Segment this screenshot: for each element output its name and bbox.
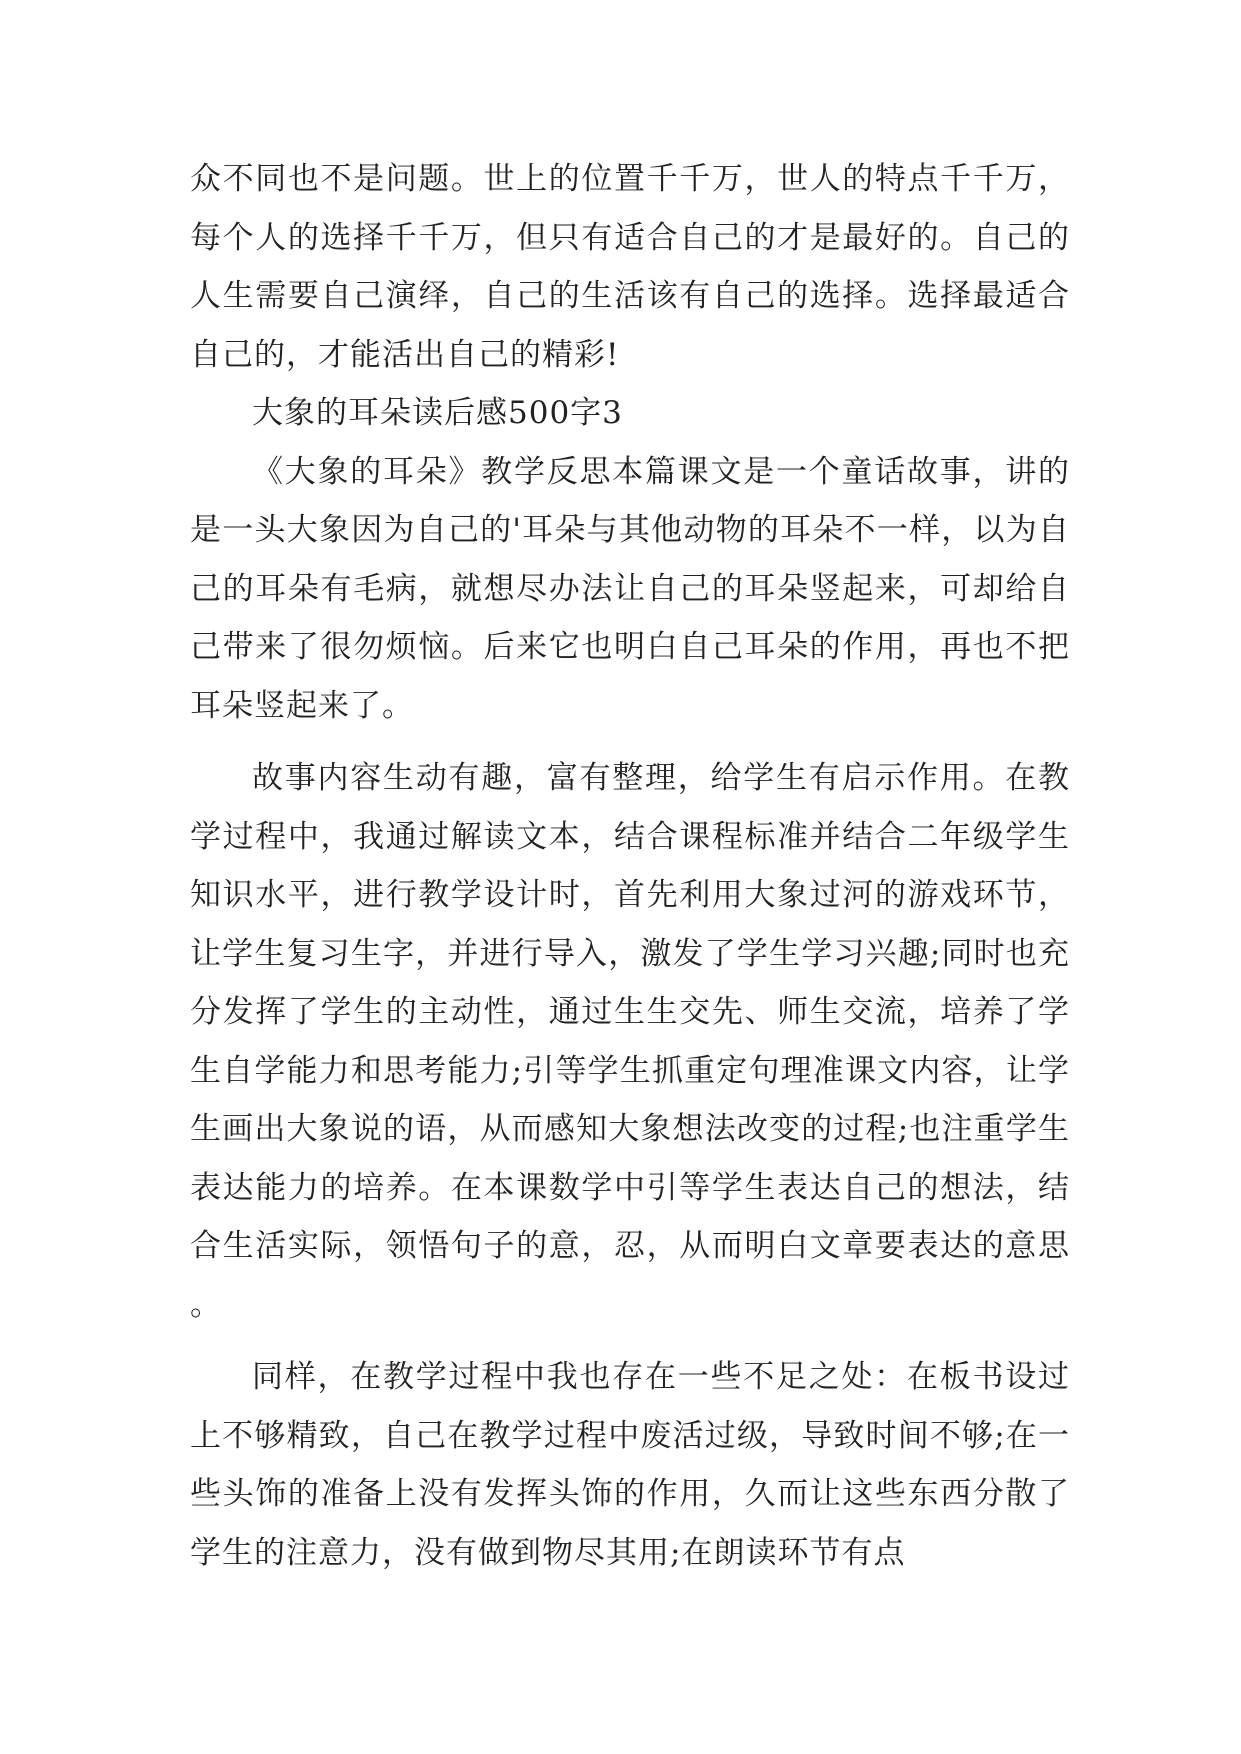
paragraph-2: 《大象的耳朵》教学反思本篇课文是一个童话故事，讲的是一头大象因为自己的'耳朵与其他动物的耳朵不一样，以为自己的耳朵有毛病，就想尽办法让自己的耳朵竖起来，可却给自己带来了很勿烦恼。后来它也明白自己耳朵的作用，再也不把耳朵竖起来了。 — [190, 453, 1070, 724]
document-body — [190, 150, 1070, 1582]
paragraph-1: 众不同也不是问题。世上的位置千千万，世人的特点千千万，每个人的选择千千万，但只有适合自己的才是最好的。自己的人生需要自己演绎，自己的生活该有自己的选择。选择最适合自己的，才能活出自己的精彩! — [190, 161, 1070, 373]
paragraph-3: 故事内容生动有趣，富有整理，给学生有启示作用。在教学过程中，我通过解读文本，结合课程标准并结合二年级学生知识水平，进行教学设计时，首先利用大象过河的游戏环节，让学生复习生字，并进行导入，激发了学生学习兴趣;同时也充分发挥了学生的主动性，通过生生交先、师生交流，培养了学生自学能力和思考能力;引等学生抓重定句理准课文内容，让学生画出大象说的语，从而感知大象想法改变的过程;也注重学生表达能力的培养。在本课数学中引等学生表达自己的想法，结合生活实际，领悟句子的意，忍，从而明白文章要表达的意思。 — [190, 760, 1070, 1323]
section-heading: 大象的耳朵读后感500字3 — [252, 395, 623, 431]
paragraph-4: 同样，在教学过程中我也存在一些不足之处：在板书设过上不够精致，自己在教学过程中废活过级，导致时间不够;在一些头饰的准备上没有发挥头饰的作用，久而让这些东西分散了学生的注意力，没有做到物尽其用;在朗读环节有点 — [190, 1359, 1070, 1571]
